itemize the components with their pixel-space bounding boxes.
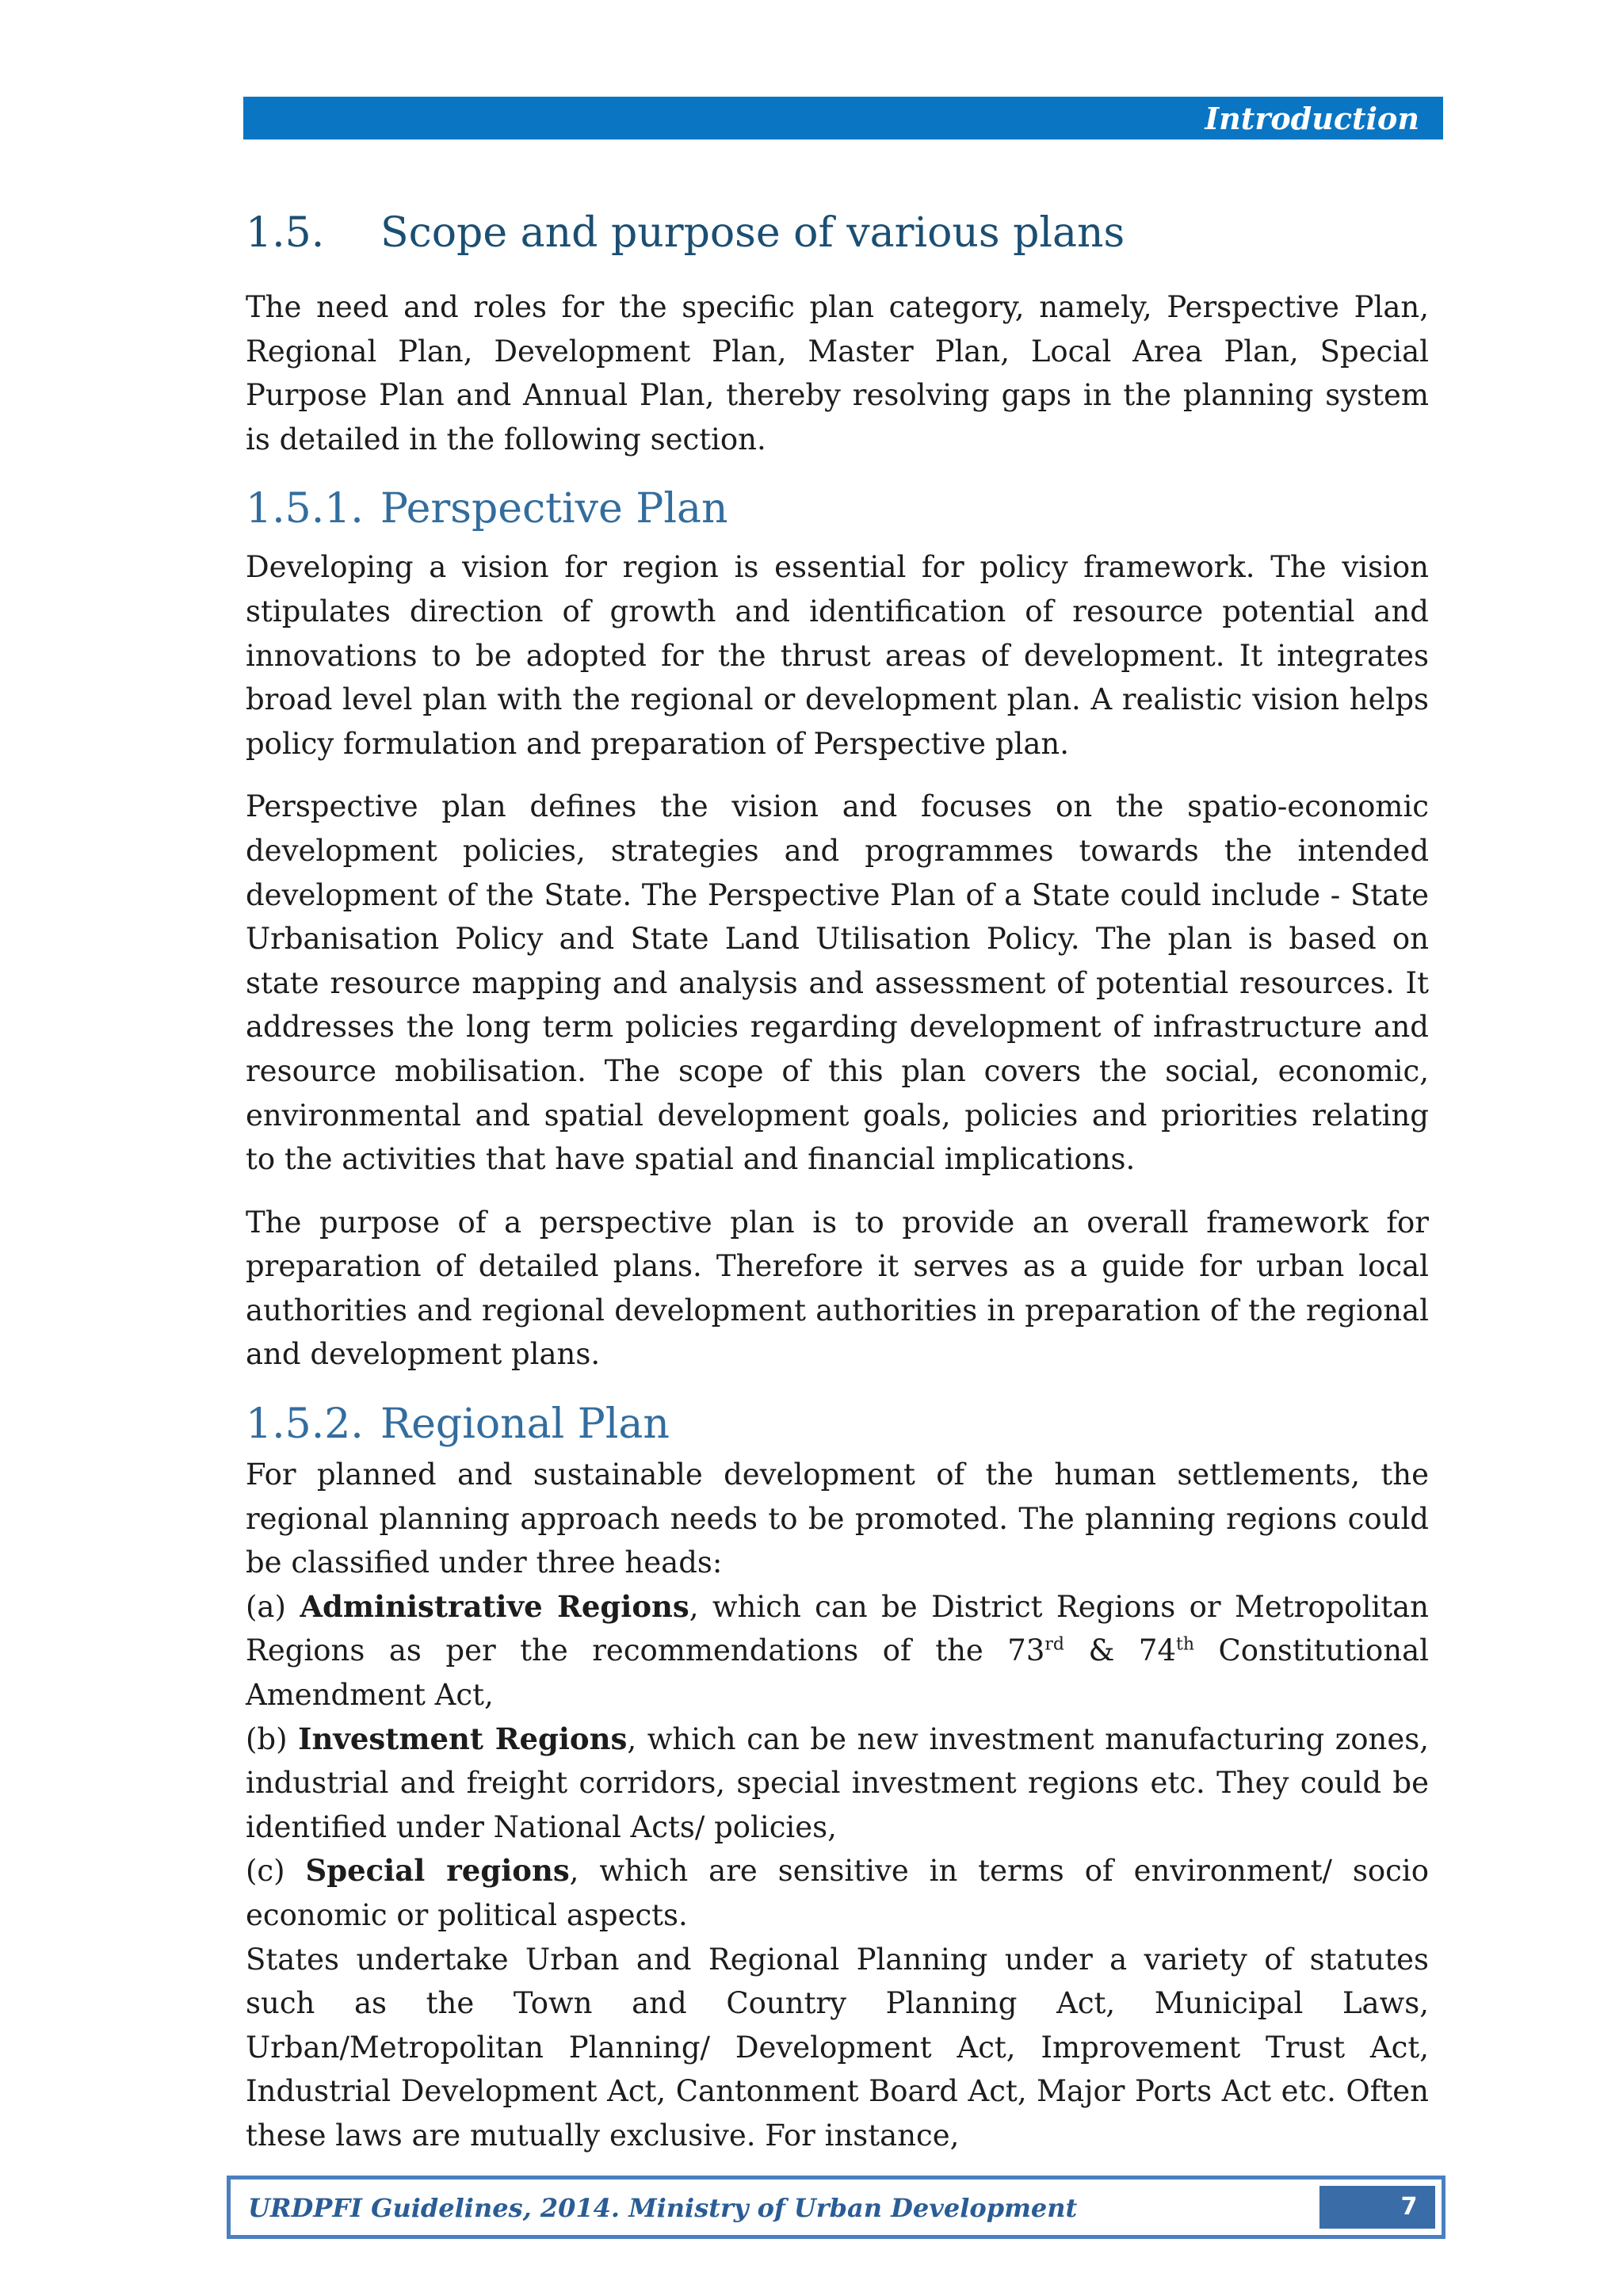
- perspective-paragraph-2: Perspective plan defines the vision and focuses on the spatio-economic development policies, strategies and programmes towards the intended development of the State. The Perspective Plan of a State could include - State Urbanisation Policy and State Land Utilisation Policy. The plan is based on state resource mapping and analysis and assessment of potential resources. It addresses the long term policies regarding development of infrastructure and resource mobilisation. The scope of this plan covers the social, economic, environmental and spatial development goals, policies and priorities relating to the activities that have spatial and financial implications.: [246, 789, 1429, 1177]
- perspective-paragraph-3: The purpose of a perspective plan is to provide an overall framework for preparation of detailed plans. Therefore it serves as a guide for urban local authorities and regional development authorities in preparation of the regional and development plans.: [246, 1205, 1429, 1372]
- regional-title: Regional Plan: [380, 1400, 670, 1449]
- item-a-sup-2: th: [1175, 1635, 1194, 1656]
- footer: [227, 2176, 1445, 2239]
- section-number: 1.5.: [246, 209, 325, 257]
- item-c-term: Special regions: [305, 1853, 570, 1889]
- regional-item-b: [246, 1717, 1429, 1850]
- item-a-sup-1: rd: [1044, 1635, 1064, 1656]
- item-a-text-3: Constitutional Amendment Act,: [246, 1633, 1429, 1713]
- item-b-prefix: (b): [246, 1721, 299, 1756]
- header-title: Introduction: [1205, 101, 1419, 136]
- item-b-text: , which can be new investment manufacturing zones, industrial and freight corridors, special investment regions etc. They could be identified under National Acts/ policies,: [246, 1721, 1429, 1844]
- item-c-text: , which are sensitive in terms of environment/ socio economic or political aspects.: [246, 1854, 1429, 1932]
- item-c-prefix: (c): [246, 1854, 306, 1889]
- perspective-paragraph-1: Developing a vision for region is essential for policy framework. The vision stipulates direction of growth and identification of resource potential and innovations to be adopted for the thrust areas of development. It integrates broad level plan with the regional or development plan. A realistic vision helps policy formulation and preparation of Perspective plan.: [246, 550, 1429, 761]
- section-heading: [246, 204, 1429, 262]
- regional-item-c: [246, 1849, 1429, 1937]
- regional-heading: [246, 1396, 1429, 1453]
- header-bar: [243, 97, 1443, 139]
- regional-item-a: [246, 1585, 1429, 1717]
- regional-number: 1.5.2.: [246, 1400, 364, 1449]
- page-content: [246, 204, 1429, 2158]
- perspective-title: Perspective Plan: [380, 485, 728, 533]
- item-a-text-2: & 74: [1064, 1633, 1176, 1668]
- item-a-prefix: (a): [246, 1589, 300, 1624]
- page-number: 7: [1400, 2193, 1418, 2221]
- footer-text: URDPFI Guidelines, 2014. Ministry of Urban Development: [248, 2193, 1078, 2223]
- perspective-number: 1.5.1.: [246, 485, 364, 533]
- page-number-box: [1319, 2186, 1435, 2229]
- perspective-heading: [246, 480, 1429, 537]
- item-a-text-1: , which can be District Regions or Metropolitan Regions as per the recommendations of the 73: [246, 1589, 1429, 1668]
- item-b-term: Investment Regions: [298, 1721, 628, 1756]
- section-title: Scope and purpose of various plans: [380, 209, 1125, 257]
- regional-intro: For planned and sustainable development of the human settlements, the regional planning approach needs to be promoted. The planning regions could be classified under three heads:: [246, 1457, 1429, 1580]
- regional-closing: States undertake Urban and Regional Planning under a variety of statutes such as the Town and Country Planning Act, Municipal Laws, Urban/Metropolitan Planning/ Development Act, Improvement Trust Act, Industrial Development Act, Cantonment Board Act, Major Ports Act etc. Often these laws are mutually exclusive. For instance,: [246, 1942, 1429, 2153]
- section-intro: The need and roles for the specific plan category, namely, Perspective Plan, Regional Plan, Development Plan, Master Plan, Local Area Plan, Special Purpose Plan and Annual Plan, thereby resolving gaps in the planning system is detailed in the following section.: [246, 290, 1429, 457]
- item-a-term: Administrative Regions: [300, 1588, 689, 1624]
